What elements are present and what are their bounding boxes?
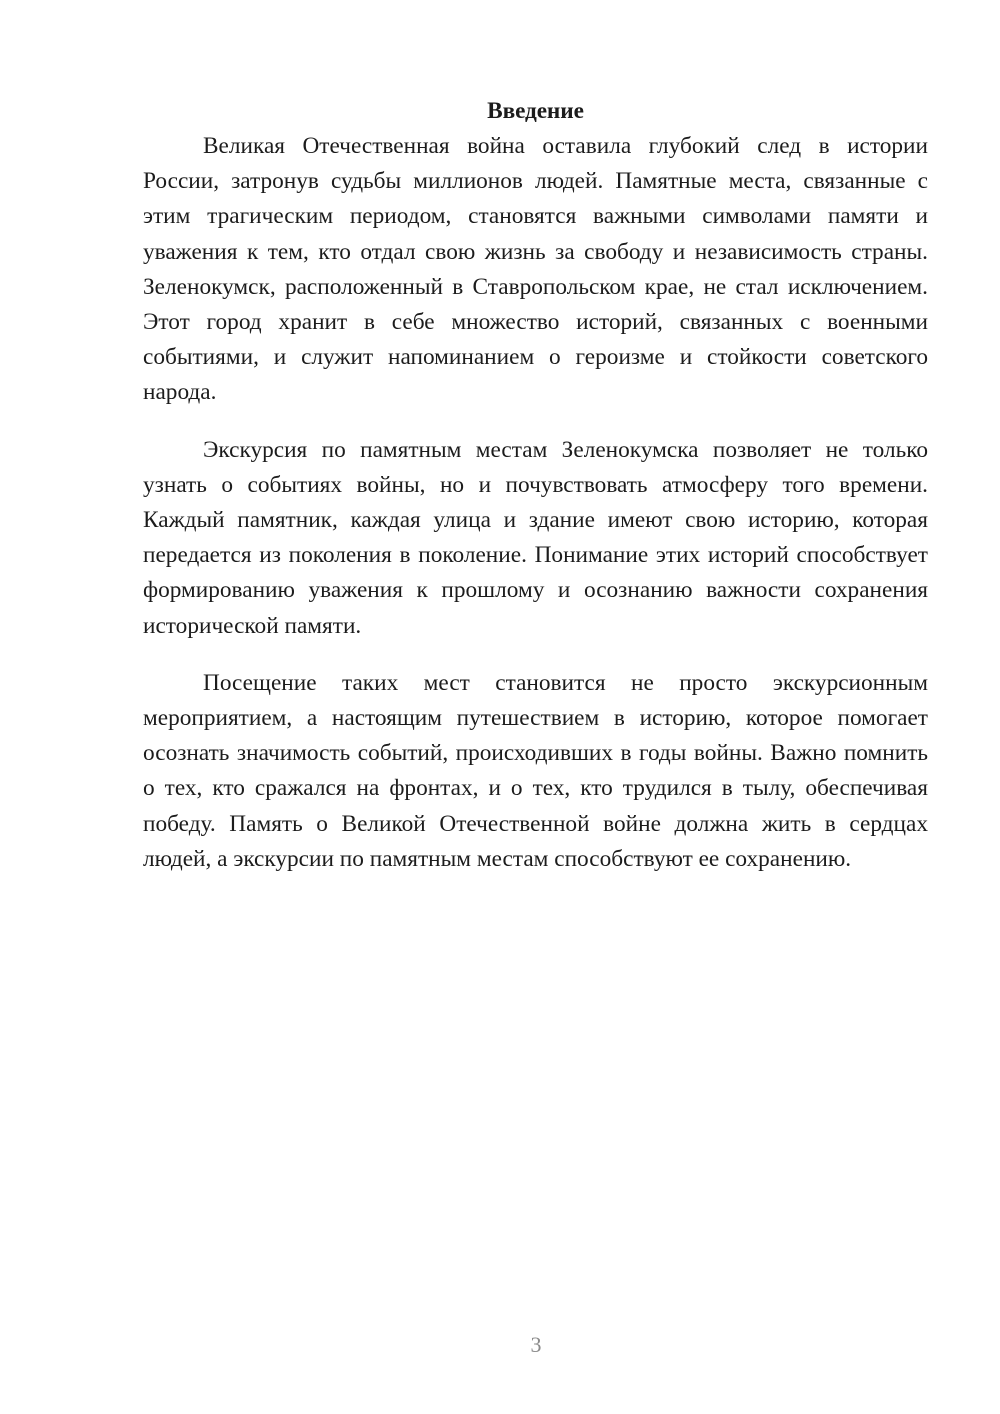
section-heading: Введение xyxy=(487,98,584,124)
page-content xyxy=(143,96,928,899)
paragraph-3: Посещение таких мест становится не просто экскурсионным мероприятием, а настоящим путешествием в историю, которое помогает осознать значимость событий, происходивших в годы войны. Важно помнить о тех, кто сражался на фронтах, и о тех, кто трудился в тылу, обеспечивая победу. Память о Великой Отечественной войне должна жить в сердцах людей, а экскурсии по памятным местам способствуют ее сохранению. xyxy=(143,669,928,872)
paragraph-1: Великая Отечественная война оставила глубокий след в истории России, затронув судьбы миллионов людей. Памятные места, связанные с этим трагическим периодом, становятся важными символами памяти и уважения к тем, кто отдал свою жизнь за свободу и независимость страны. Зеленокумск, расположенный в Ставропольском крае, не стал исключением. Этот город хранит в себе множество историй, связанных с военными событиями, и служит напоминанием о героизме и стойкости советского народа. xyxy=(143,133,928,406)
paragraph-2: Экскурсия по памятным местам Зеленокумска позволяет не только узнать о событиях войны, но и почувствовать атмосферу того времени. Каждый памятник, каждая улица и здание имеют свою историю, которая передается из поколения в поколение. Понимание этих историй способствует формированию уважения к прошлому и осознанию важности сохранения исторической памяти. xyxy=(143,436,928,639)
page-number: 3 xyxy=(530,1332,542,1357)
